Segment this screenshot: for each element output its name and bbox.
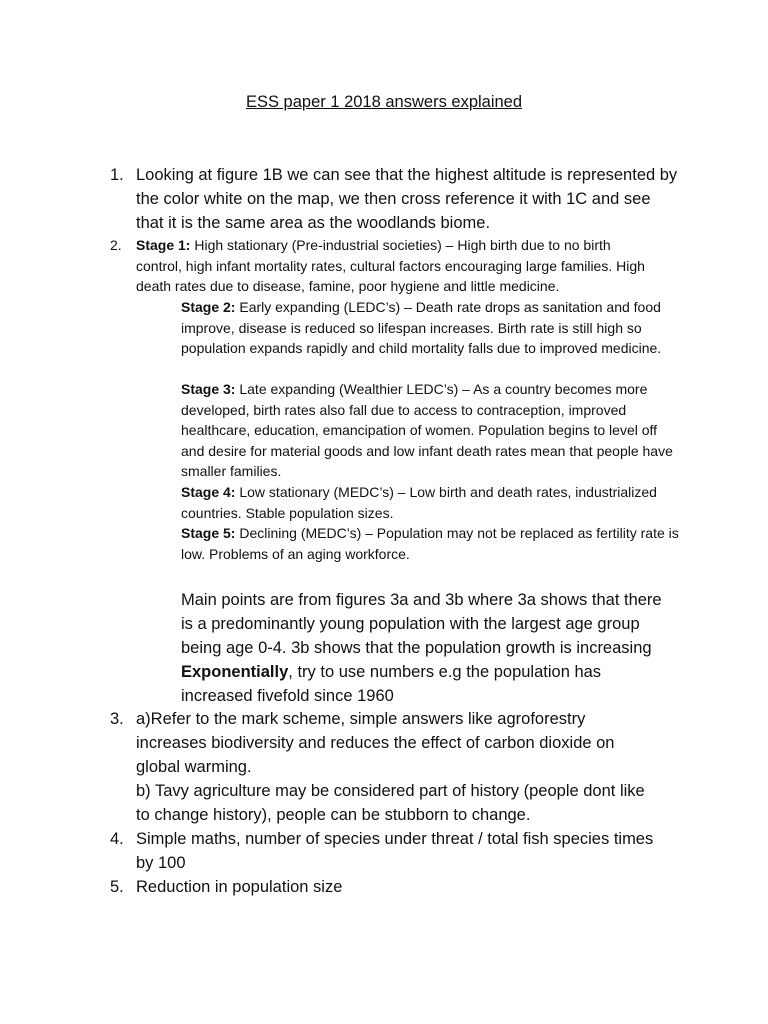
list-number-5: 5. bbox=[110, 878, 124, 896]
stage-5-label: Stage 5: bbox=[181, 525, 236, 541]
stage-2-label: Stage 2: bbox=[181, 299, 236, 315]
stage-4-text: Low stationary (MEDC’s) – Low birth and death rates, industrialized countries. Stable population sizes. bbox=[181, 484, 657, 521]
answer-4-text: Simple maths, number of species under threat / total fish species times by 100 bbox=[136, 830, 654, 872]
stage-1-text: High stationary (Pre-industrial societies) – High birth due to no birth control, high infant mortality rates, cultural factors encouraging large families. High death rates due to disease, famine, poor hygiene and little medicine. bbox=[136, 237, 645, 295]
stage-3-paragraph bbox=[181, 379, 681, 482]
list-number-3: 3. bbox=[110, 710, 124, 728]
main-points-bold-word: Exponentially bbox=[181, 663, 289, 681]
answer-5-text: Reduction in population size bbox=[136, 878, 343, 896]
stage-3-label: Stage 3: bbox=[181, 381, 236, 397]
list-number-2: 2. bbox=[110, 237, 122, 253]
answer-3-part-b: b) Tavy agriculture may be considered part of history (people dont like to change history), people can be stubborn to change. bbox=[136, 782, 645, 824]
document-title: ESS paper 1 2018 answers explained bbox=[245, 93, 523, 111]
stage-4-label: Stage 4: bbox=[181, 484, 236, 500]
stage-1-label: Stage 1: bbox=[136, 237, 191, 253]
main-points-paragraph bbox=[181, 588, 671, 708]
stage-2-text: Early expanding (LEDC’s) – Death rate drops as sanitation and food improve, disease is reduced so lifespan increases. Birth rate is still high so population expands rapidly and child mortality falls due to improved medicine. bbox=[181, 299, 662, 357]
stage-5-text: Declining (MEDC’s) – Population may not be replaced as fertility rate is low. Problems of an aging workforce. bbox=[181, 525, 679, 562]
answer-3-part-a: a)Refer to the mark scheme, simple answers like agroforestry increases biodiversity and reduces the effect of carbon dioxide on global warming. bbox=[136, 710, 615, 776]
stage-5-paragraph bbox=[181, 523, 681, 564]
stage-2-paragraph bbox=[181, 297, 671, 359]
answer-1-text: Looking at figure 1B we can see that the highest altitude is represented by the color white on the map, we then cross reference it with 1C and see that it is the same area as the woodlands biome. bbox=[136, 166, 678, 232]
stage-3-text: Late expanding (Wealthier LEDC’s) – As a country becomes more developed, birth rates also fall due to access to contraception, improved healthcare, education, emancipation of women. Population begins to level off and desire for material goods and low infant death rates mean that people have smaller families. bbox=[181, 381, 673, 480]
list-number-1: 1. bbox=[110, 166, 124, 184]
stage-1-paragraph bbox=[136, 235, 656, 297]
list-number-4: 4. bbox=[110, 830, 124, 848]
main-points-text-end: , try to use numbers e.g the population has increased fivefold since 1960 bbox=[181, 663, 602, 705]
main-points-text-start: Main points are from figures 3a and 3b where 3a shows that there is a predominantly young population with the largest age group being age 0-4. 3b shows that the population growth is increasing bbox=[181, 591, 662, 657]
stage-4-paragraph bbox=[181, 482, 671, 523]
